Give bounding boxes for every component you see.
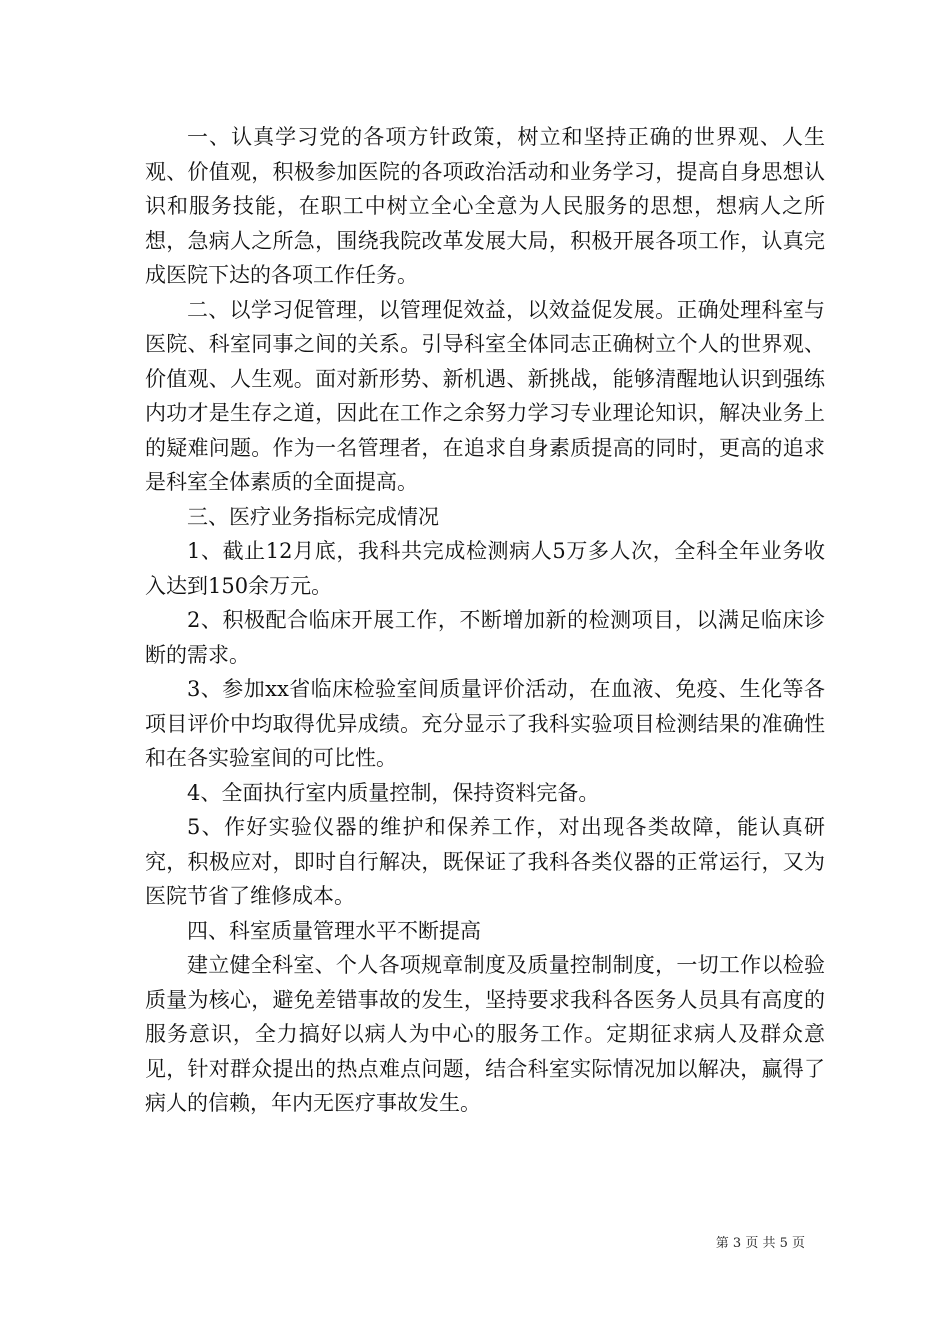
list-item-4: 4、全面执行室内质量控制，保持资料完备。 <box>187 780 600 805</box>
document-body <box>145 120 825 1121</box>
section-heading-3: 三、医疗业务指标完成情况 <box>187 504 439 529</box>
page-number: 第 3 页 共 5 页 <box>715 1236 805 1251</box>
list-item-1: 1、截止12月底，我科共完成检测病人5万多人次，全科全年业务收入达到150余万元。 <box>145 539 825 598</box>
list-item-3: 3、参加xx省临床检验室间质量评价活动，在血液、免疫、生化等各项目评价中均取得优异成绩。充分显示了我科实验项目检测结果的准确性和在各实验室间的可比性。 <box>145 677 825 770</box>
section-heading-4: 四、科室质量管理水平不断提高 <box>187 918 481 943</box>
list-item-2: 2、积极配合临床开展工作，不断增加新的检测项目，以满足临床诊断的需求。 <box>145 608 825 667</box>
paragraph-quality: 建立健全科室、个人各项规章制度及质量控制制度，一切工作以检验质量为核心，避免差错事故的发生，坚持要求我科各医务人员具有高度的服务意识，全力搞好以病人为中心的服务工作。定期征求病人及群众意见，针对群众提出的热点难点问题，结合科室实际情况加以解决，赢得了病人的信赖，年内无医疗事故发生。 <box>145 953 825 1115</box>
list-item-5: 5、作好实验仪器的维护和保养工作，对出现各类故障，能认真研究，积极应对，即时自行解决，既保证了我科各类仪器的正常运行，又为医院节省了维修成本。 <box>145 815 825 908</box>
paragraph-1: 一、认真学习党的各项方针政策，树立和坚持正确的世界观、人生观、价值观，积极参加医院的各项政治活动和业务学习，提高自身思想认识和服务技能，在职工中树立全心全意为人民服务的思想，想病人之所想，急病人之所急，围绕我院改革发展大局，积极开展各项工作，认真完成医院下达的各项工作任务。 <box>145 125 825 287</box>
paragraph-2: 二、以学习促管理，以管理促效益，以效益促发展。正确处理科室与医院、科室同事之间的关系。引导科室全体同志正确树立个人的世界观、价值观、人生观。面对新形势、新机遇、新挑战，能够清醒地认识到强练内功才是生存之道，因此在工作之余努力学习专业理论知识，解决业务上的疑难问题。作为一名管理者，在追求自身素质提高的同时，更高的追求是科室全体素质的全面提高。 <box>145 297 825 494</box>
